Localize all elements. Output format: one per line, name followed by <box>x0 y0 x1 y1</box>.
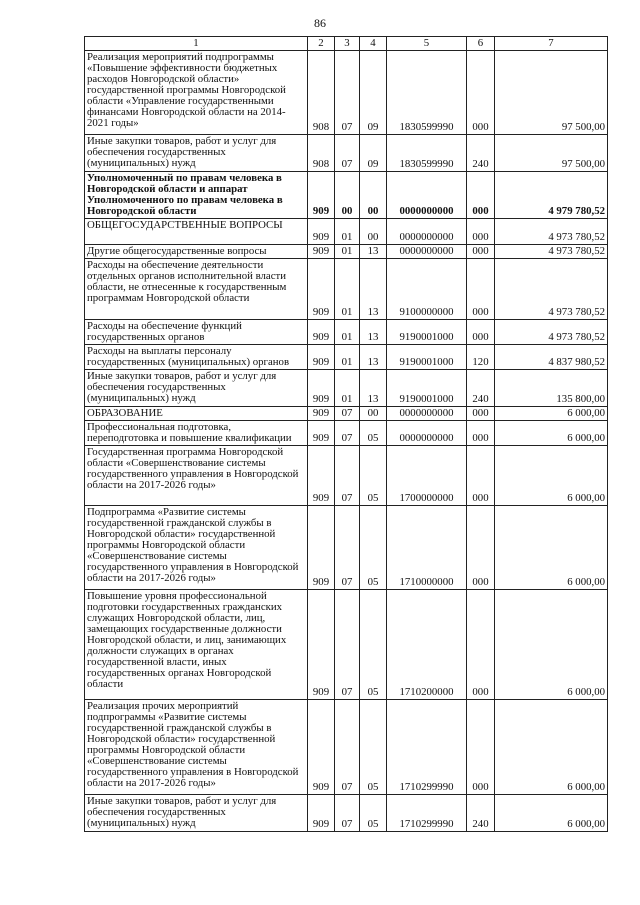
row-csr-cell: 1710299990 <box>387 700 467 795</box>
row-csr-cell: 1710200000 <box>387 590 467 700</box>
row-sum-cell: 4 973 780,52 <box>495 219 608 245</box>
row-vr-cell: 000 <box>467 219 495 245</box>
header-cell: 3 <box>335 37 360 51</box>
row-sum-cell: 97 500,00 <box>495 135 608 172</box>
header-cell: 7 <box>495 37 608 51</box>
row-csr-cell: 1710000000 <box>387 506 467 590</box>
row-name-cell: Расходы на выплаты персоналу государственных (муниципальных) органов <box>85 345 308 370</box>
row-sum-cell: 4 973 780,52 <box>495 245 608 259</box>
row-name-cell: Другие общегосударственные вопросы <box>85 245 308 259</box>
row-sum-cell: 6 000,00 <box>495 590 608 700</box>
row-vr-cell: 000 <box>467 407 495 421</box>
row-pr-cell: 05 <box>360 590 387 700</box>
row-csr-cell: 9190001000 <box>387 320 467 345</box>
row-grbs-cell: 909 <box>308 506 335 590</box>
table-row <box>85 446 608 506</box>
table-row <box>85 700 608 795</box>
row-sum-cell: 4 973 780,52 <box>495 259 608 320</box>
header-cell: 4 <box>360 37 387 51</box>
row-vr-cell: 000 <box>467 259 495 320</box>
row-pr-cell: 05 <box>360 506 387 590</box>
row-pr-cell: 05 <box>360 446 387 506</box>
row-sum-cell: 6 000,00 <box>495 446 608 506</box>
table-row <box>85 51 608 135</box>
table-row <box>85 135 608 172</box>
row-vr-cell: 000 <box>467 51 495 135</box>
row-name-cell: Повышение уровня профессиональной подготовки государственных гражданских служащих Новгородской области, лиц, замещающих государственные должности Новгородской области, и лиц, занимающих должности служащих в органах государственной власти, иных государственных органах Новгородской области <box>85 590 308 700</box>
row-pr-cell: 09 <box>360 51 387 135</box>
row-name-cell: Расходы на обеспечение функций государственных органов <box>85 320 308 345</box>
row-grbs-cell: 909 <box>308 407 335 421</box>
row-rz-cell: 07 <box>335 795 360 832</box>
row-grbs-cell: 909 <box>308 245 335 259</box>
row-grbs-cell: 909 <box>308 370 335 407</box>
row-sum-cell: 135 800,00 <box>495 370 608 407</box>
row-vr-cell: 240 <box>467 135 495 172</box>
table-row <box>85 259 608 320</box>
header-cell: 5 <box>387 37 467 51</box>
row-sum-cell: 6 000,00 <box>495 506 608 590</box>
row-rz-cell: 07 <box>335 421 360 446</box>
row-name-cell: Профессиональная подготовка, переподготовка и повышение квалификации <box>85 421 308 446</box>
row-grbs-cell: 909 <box>308 219 335 245</box>
header-row <box>85 37 608 51</box>
row-grbs-cell: 909 <box>308 172 335 219</box>
row-name-cell: Иные закупки товаров, работ и услуг для обеспечения государственных (муниципальных) нужд <box>85 135 308 172</box>
row-name-cell: Расходы на обеспечение деятельности отдельных органов исполнительной власти области, не отнесенные к государственным программам Новгородской области <box>85 259 308 320</box>
row-rz-cell: 01 <box>335 370 360 407</box>
row-name-cell: Реализация прочих мероприятий подпрограммы «Развитие системы государственной гражданской службы в Новгородской области» государственной программы Новгородской области «Совершенствование системы государственного управления в Новгородской области на 2017-2026 годы» <box>85 700 308 795</box>
header-cell: 1 <box>85 37 308 51</box>
table-row <box>85 795 608 832</box>
row-rz-cell: 01 <box>335 219 360 245</box>
row-grbs-cell: 909 <box>308 320 335 345</box>
row-vr-cell: 000 <box>467 590 495 700</box>
row-rz-cell: 07 <box>335 590 360 700</box>
table-row <box>85 219 608 245</box>
row-rz-cell: 07 <box>335 446 360 506</box>
table-row <box>85 345 608 370</box>
row-pr-cell: 00 <box>360 172 387 219</box>
row-csr-cell: 9190001000 <box>387 370 467 407</box>
row-sum-cell: 4 973 780,52 <box>495 320 608 345</box>
header-cell: 2 <box>308 37 335 51</box>
row-csr-cell: 1700000000 <box>387 446 467 506</box>
row-vr-cell: 240 <box>467 795 495 832</box>
row-csr-cell: 9100000000 <box>387 259 467 320</box>
row-vr-cell: 000 <box>467 245 495 259</box>
row-name-cell: Подпрограмма «Развитие системы государственной гражданской службы в Новгородской области» государственной программы Новгородской области «Совершенствование системы государственного управления в Новгородской области на 2017-2026 годы» <box>85 506 308 590</box>
row-pr-cell: 05 <box>360 700 387 795</box>
budget-table <box>84 36 608 832</box>
row-vr-cell: 240 <box>467 370 495 407</box>
row-csr-cell: 0000000000 <box>387 219 467 245</box>
row-vr-cell: 000 <box>467 320 495 345</box>
row-vr-cell: 000 <box>467 506 495 590</box>
row-grbs-cell: 909 <box>308 345 335 370</box>
row-sum-cell: 4 979 780,52 <box>495 172 608 219</box>
table-row <box>85 590 608 700</box>
row-grbs-cell: 909 <box>308 700 335 795</box>
row-pr-cell: 09 <box>360 135 387 172</box>
row-csr-cell: 9190001000 <box>387 345 467 370</box>
table-row <box>85 407 608 421</box>
row-name-cell: ОБРАЗОВАНИЕ <box>85 407 308 421</box>
table-row <box>85 245 608 259</box>
row-grbs-cell: 909 <box>308 446 335 506</box>
row-pr-cell: 13 <box>360 245 387 259</box>
row-pr-cell: 00 <box>360 407 387 421</box>
row-csr-cell: 0000000000 <box>387 407 467 421</box>
row-sum-cell: 6 000,00 <box>495 795 608 832</box>
row-pr-cell: 13 <box>360 370 387 407</box>
row-pr-cell: 05 <box>360 795 387 832</box>
row-name-cell: ОБЩЕГОСУДАРСТВЕННЫЕ ВОПРОСЫ <box>85 219 308 245</box>
row-pr-cell: 05 <box>360 421 387 446</box>
table-row <box>85 172 608 219</box>
row-vr-cell: 000 <box>467 421 495 446</box>
row-csr-cell: 0000000000 <box>387 421 467 446</box>
row-csr-cell: 0000000000 <box>387 245 467 259</box>
row-csr-cell: 0000000000 <box>387 172 467 219</box>
row-sum-cell: 6 000,00 <box>495 407 608 421</box>
row-name-cell: Уполномоченный по правам человека в Новгородской области и аппарат Уполномоченного по правам человека в Новгородской области <box>85 172 308 219</box>
table-row <box>85 506 608 590</box>
page-number: 86 <box>314 16 326 30</box>
row-pr-cell: 13 <box>360 320 387 345</box>
row-pr-cell: 13 <box>360 259 387 320</box>
row-name-cell: Иные закупки товаров, работ и услуг для обеспечения государственных (муниципальных) нужд <box>85 795 308 832</box>
row-pr-cell: 00 <box>360 219 387 245</box>
row-sum-cell: 6 000,00 <box>495 700 608 795</box>
row-csr-cell: 1830599990 <box>387 135 467 172</box>
row-csr-cell: 1710299990 <box>387 795 467 832</box>
row-grbs-cell: 909 <box>308 259 335 320</box>
row-rz-cell: 01 <box>335 345 360 370</box>
row-name-cell: Государственная программа Новгородской области «Совершенствование системы государственного управления в Новгородской области на 2017-2026 годы» <box>85 446 308 506</box>
table-row <box>85 421 608 446</box>
row-rz-cell: 07 <box>335 506 360 590</box>
row-rz-cell: 07 <box>335 407 360 421</box>
row-rz-cell: 01 <box>335 259 360 320</box>
row-rz-cell: 00 <box>335 172 360 219</box>
row-grbs-cell: 908 <box>308 51 335 135</box>
row-rz-cell: 01 <box>335 320 360 345</box>
row-rz-cell: 07 <box>335 700 360 795</box>
row-sum-cell: 4 837 980,52 <box>495 345 608 370</box>
row-sum-cell: 6 000,00 <box>495 421 608 446</box>
row-name-cell: Реализация мероприятий подпрограммы «Повышение эффективности бюджетных расходов Новгородской области» государственной программы Новгородской области «Управление государственными финансами Новгородской области на 2014-2021 годы» <box>85 51 308 135</box>
row-rz-cell: 07 <box>335 51 360 135</box>
row-sum-cell: 97 500,00 <box>495 51 608 135</box>
header-cell: 6 <box>467 37 495 51</box>
row-pr-cell: 13 <box>360 345 387 370</box>
row-name-cell: Иные закупки товаров, работ и услуг для обеспечения государственных (муниципальных) нужд <box>85 370 308 407</box>
table-row <box>85 320 608 345</box>
row-grbs-cell: 909 <box>308 590 335 700</box>
row-vr-cell: 000 <box>467 446 495 506</box>
row-grbs-cell: 909 <box>308 795 335 832</box>
table-row <box>85 370 608 407</box>
row-vr-cell: 000 <box>467 172 495 219</box>
row-csr-cell: 1830599990 <box>387 51 467 135</box>
row-vr-cell: 000 <box>467 700 495 795</box>
row-rz-cell: 01 <box>335 245 360 259</box>
row-vr-cell: 120 <box>467 345 495 370</box>
row-rz-cell: 07 <box>335 135 360 172</box>
row-grbs-cell: 908 <box>308 135 335 172</box>
row-grbs-cell: 909 <box>308 421 335 446</box>
